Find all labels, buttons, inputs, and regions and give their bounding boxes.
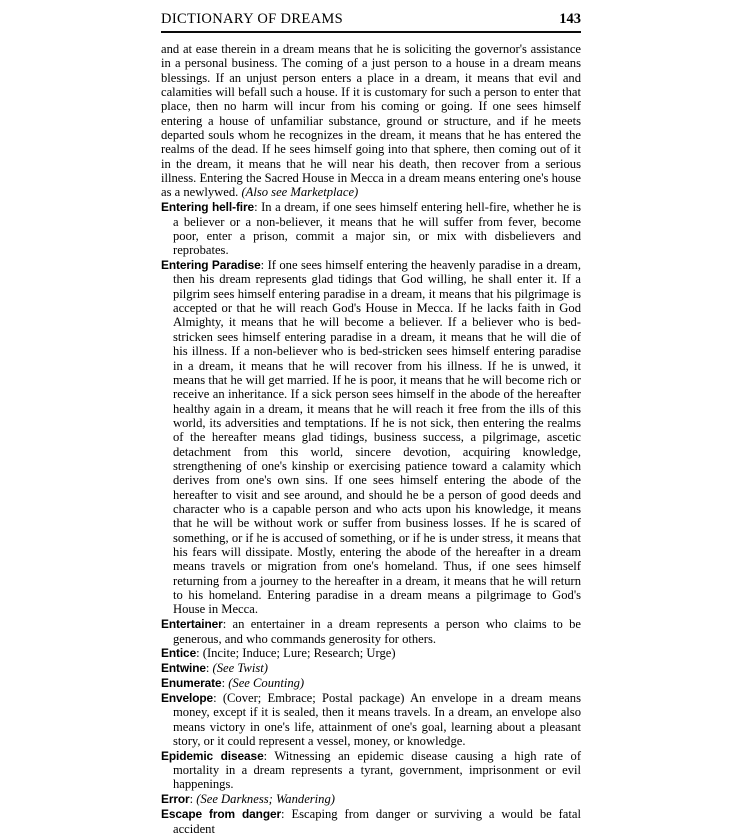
entry-definition: an entertainer in a dream represents a person who claims to be generous, and who commands generosity for others. (173, 617, 582, 646)
dictionary-entry (161, 676, 581, 690)
dictionary-entry (161, 646, 581, 660)
dictionary-entry (161, 792, 581, 806)
entry-headword: Enumerate (161, 676, 222, 691)
entry-headword: Entering Paradise (161, 258, 261, 273)
entry-cross-reference: (See Twist) (212, 661, 268, 676)
entry-separator: : (222, 617, 233, 632)
running-head-title: DICTIONARY OF DREAMS (161, 11, 344, 27)
header-rule (161, 31, 581, 33)
dictionary-entry (161, 661, 581, 675)
dictionary-entry (161, 617, 581, 646)
entry-definition: Witnessing an epidemic disease causing a high rate of mortality in a dream represents a tyrant, government, imprisonment or evil happenings. (173, 748, 582, 792)
entry-separator: : (254, 200, 262, 215)
entry-definition: If one sees himself entering the heavenly paradise in a dream, then his dream represents glad tidings that God willing, he shall enter it. If a pilgrim sees himself entering paradise in a dream, it means that his pilgrimage is accepted or that he will reach God's House in Mecca. If he lacks faith in God Almighty, it means that he will become a believer. If a believer who is bed-stricken sees himself entering paradise in a dream, it means that he will die of his illness. If a non-believer who is bed-stricken sees himself entering paradise in a dream, it means that he will recover from his illness. If he is unwed, it means that he will get married. If he is poor, it means that he will become rich or receive an inheritance. If a sick person sees himself in the abode of the hereafter healthy again in a dream, it means that he will reach it free from the ills of this world, its adversities and temptations. If he is not sick, then entering the realms of the hereafter means glad tidings, business success, a pilgrimage, ascetic detachment from this world, sincere devotion, acquiring knowledge, strengthening of one's kinship or exercising patience toward a calamity which derives from one's own sins. If one sees himself entering the abode of the hereafter to visit and see around, and should he be a person of good deeds and character who is a capable person and who acts upon his knowledge, it means that he will be without work or suffer from business losses. If he is scared of something, or if he is accused of something, or if he is under stress, it means that his fears will dissipate. Mostly, entering the abode of the hereafter in a dream means travels or migration from one's homeland. Thus, if one sees himself returning from a journey to the hereafter in a dream, it means that he will return to his homeland. Entering paradise in a dream means a pilgrimage to God's House in Mecca. (173, 258, 582, 617)
entry-headword: Envelope (161, 690, 214, 705)
entry-definition: (Incite; Induce; Lure; Research; Urge) (202, 646, 396, 661)
entry-separator: : (205, 661, 213, 676)
entry-headword: Epidemic disease (161, 748, 264, 763)
entry-cross-reference: (See Darkness; Wandering) (196, 792, 335, 807)
entry-separator: : (260, 258, 268, 273)
entry-separator: : (196, 646, 203, 661)
entry-headword: Entertainer (161, 617, 223, 632)
entry-separator: : (281, 807, 292, 822)
dictionary-entry (161, 807, 581, 836)
entry-cross-reference: (See Counting) (228, 676, 305, 691)
entry-definition: Escaping from danger or surviving a would be fatal accident (173, 807, 581, 836)
dictionary-entry (161, 749, 581, 792)
entry-headword: Entering hell-fire (161, 200, 255, 215)
entry-list (161, 200, 581, 836)
dictionary-entry (161, 691, 581, 748)
entry-headword: Escape from danger (161, 807, 282, 822)
dictionary-entry (161, 200, 581, 257)
entry-headword: Entice (161, 646, 197, 661)
entry-separator: : (221, 676, 229, 691)
lead-paragraph-cross-reference: (Also see Marketplace) (241, 185, 359, 200)
lead-paragraph-text: and at ease therein in a dream means that he is soliciting the governor's assistance in a personal business. The coming of a just person to a house in a dream means blessings. If an unjust person enters a place in a dream, it means that evil and calamities will befall such a house. If it is customary for such a person to enter that place, then no harm will incur from his coming or going. If one sees himself entering a house of unfamiliar substance, ground or structure, and if he meets departed souls whom he recognizes in the dream, it means that he has entered the realms of the dead. If he sees himself going into that sphere, then coming out of it in the dream, it means that he will near his death, then recover from a serious illness. Entering the Sacred House in Mecca in a dream means entering one's house as a newlywed. (161, 41, 581, 200)
entry-separator: : (213, 690, 223, 705)
entry-headword: Entwine (161, 661, 206, 676)
entry-definition: (Cover; Embrace; Postal package) An envelope in a dream means money, except if it is sealed, then it means travels. In a dream, an envelope also means victory in one's life, attainment of one's goal, learning about a pleasant story, or it could represent a vessel, money, or knowledge. (173, 690, 581, 748)
dictionary-entry (161, 258, 581, 617)
entry-separator: : (263, 748, 275, 763)
page-number: 143 (559, 11, 581, 27)
entry-definition: In a dream, if one sees himself entering hell-fire, whether he is a believer or a non-believer, it means that he will suffer from fever, become poor, enter a prison, commit a major sin, or mix with disbelievers and reprobates. (173, 200, 581, 258)
entry-headword: Error (161, 792, 190, 807)
entry-separator: : (189, 792, 197, 807)
page-content (161, 12, 581, 836)
lead-paragraph (161, 42, 581, 200)
running-head (161, 12, 581, 30)
